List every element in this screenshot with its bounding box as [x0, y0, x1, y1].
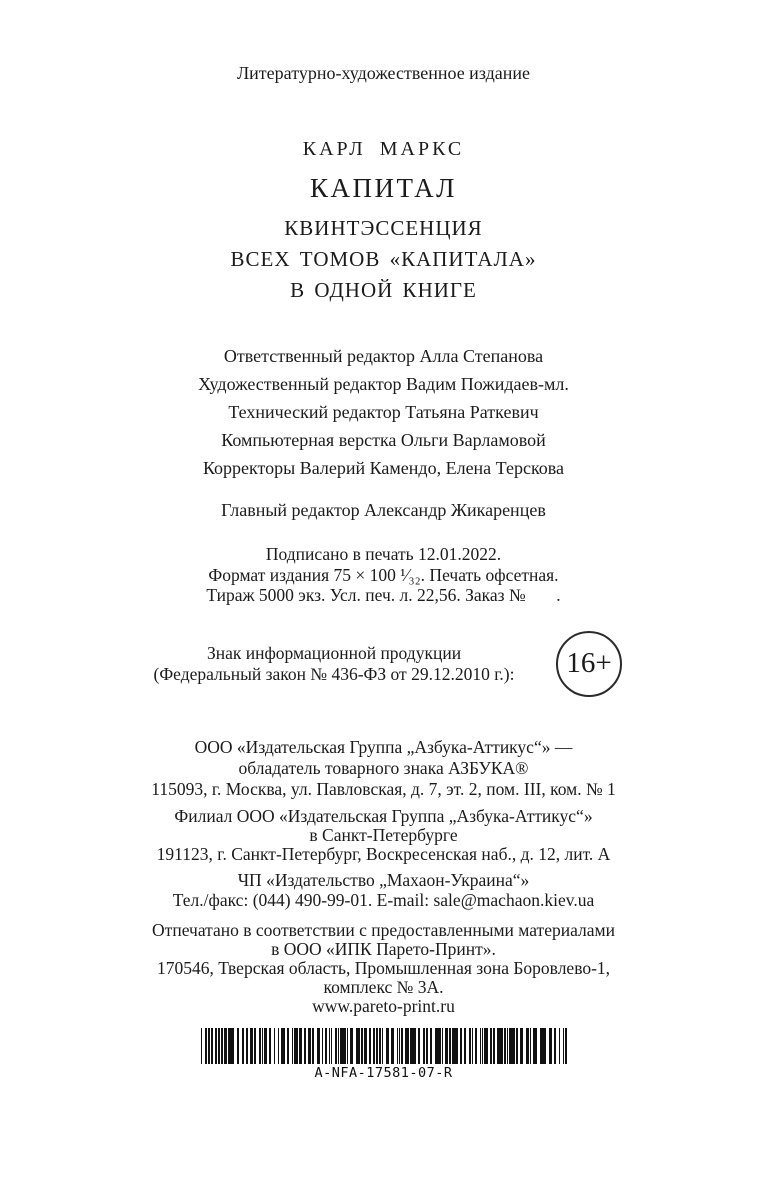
staff-credit-line: Ответственный редактор Алла Степанова	[223, 346, 544, 366]
publisher-main-line: 115093, г. Москва, ул. Павловская, д. 7, эт. 2, пом. III, ком. № 1	[151, 778, 616, 799]
printing-house-line: 170546, Тверская область, Промышленная зона Боровлево-1,	[156, 957, 611, 978]
subtitle-line: В ОДНОЙ КНИГЕ	[290, 278, 477, 302]
printing-house-block	[0, 921, 767, 1016]
barcode-bars-image	[200, 1028, 568, 1064]
publisher-main-line: ООО «Издательская Группа „Азбука-Аттикус“» —	[194, 736, 573, 757]
subtitle-line: ВСЕХ ТОМОВ «КАПИТАЛА»	[230, 247, 537, 271]
age-rating-note-line: (Федеральный закон № 436-ФЗ от 29.12.2010 г.):	[153, 663, 515, 684]
print-details-line: Формат издания 75 × 100 ¹⁄₃₂. Печать офсетная.	[208, 564, 559, 585]
publisher-branch-line: в Санкт-Петербурге	[309, 824, 458, 845]
subtitle-line: КВИНТЭССЕНЦИЯ	[284, 216, 483, 240]
barcode	[200, 1028, 568, 1081]
age-rating-note-line: Знак информационной продукции	[206, 642, 462, 663]
barcode-label: A-NFA-17581-07-R	[314, 1064, 453, 1081]
staff-credit-line: Художественный редактор Вадим Пожидаев-мл.	[198, 374, 569, 394]
publisher-ukraine-line: Тел./факс: (044) 490-99-01. E-mail: sale@machaon.kiev.ua	[172, 889, 595, 910]
printing-house-line: Отпечатано в соответствии с предоставленными материалами	[152, 919, 615, 940]
book-title: КАПИТАЛ	[310, 173, 457, 203]
edition-type-label: Литературно-художественное издание	[236, 63, 531, 83]
age-rating-note	[112, 643, 556, 685]
publisher-branch-line: 191123, г. Санкт-Петербург, Воскресенская наб., д. 12, лит. А	[156, 843, 611, 864]
publisher-main-block	[0, 737, 767, 800]
publisher-ukraine-block	[0, 870, 767, 910]
printing-house-line: www.pareto-print.ru	[312, 995, 455, 1016]
staff-credit-line: Компьютерная верстка Ольги Варламовой	[221, 430, 546, 450]
staff-credit-line: Технический редактор Татьяна Раткевич	[228, 402, 539, 422]
chief-editor-line: Главный редактор Александр Жикаренцев	[221, 500, 546, 520]
publisher-main-line: обладатель товарного знака АЗБУКА®	[238, 757, 529, 778]
publisher-branch-block	[0, 807, 767, 864]
author-name: КАРЛ МАРКС	[302, 138, 465, 160]
printing-house-line: в ООО «ИПК Парето-Принт».	[271, 938, 496, 959]
book-subtitle	[0, 213, 767, 306]
printing-house-line: комплекс № 3А.	[323, 976, 444, 997]
age-rating-badge: 16+	[556, 631, 622, 697]
print-details-line: Тираж 5000 экз. Усл. печ. л. 22,56. Заказ № .	[206, 585, 561, 605]
staff-credits	[0, 342, 767, 482]
publisher-ukraine-line: ЧП «Издательство „Махаон-Украина“»	[237, 869, 530, 890]
staff-credit-line: Корректоры Валерий Камендо, Елена Терскова	[202, 458, 565, 478]
publisher-branch-line: Филиал ООО «Издательская Группа „Азбука-Аттикус“»	[174, 805, 593, 826]
print-details-line: Подписано в печать 12.01.2022.	[265, 544, 502, 564]
print-details	[0, 544, 767, 606]
age-rating-section	[112, 629, 622, 699]
